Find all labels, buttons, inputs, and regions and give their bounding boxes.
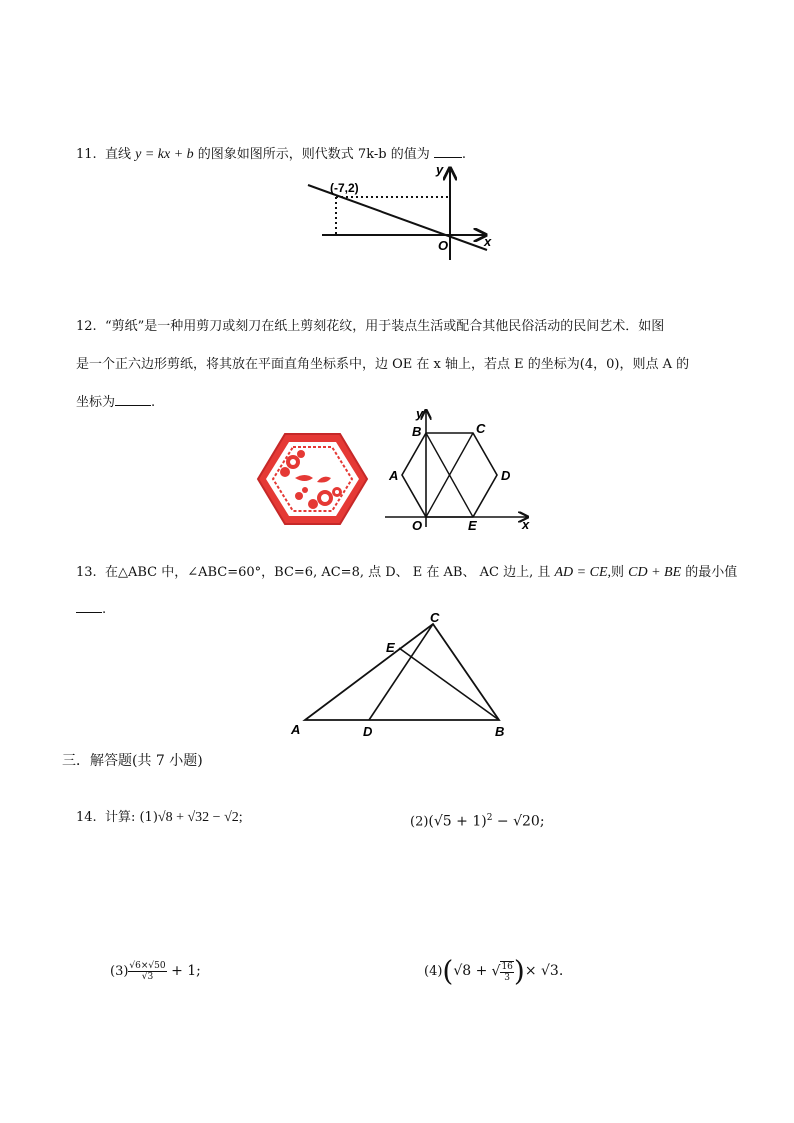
q11-formula: y = kx + b: [135, 147, 194, 162]
q14-part4: [424, 955, 563, 988]
q11-number: 11.: [76, 147, 97, 162]
q14-part4-left-paren: (: [442, 954, 454, 988]
q11-text-after: 的图象如图所示，则代数式 7k-b 的值为: [197, 147, 430, 162]
q14-part3-numerator: √6×√50: [129, 961, 166, 971]
q14-part3: [110, 958, 201, 985]
q13-triangle-abc: [305, 624, 499, 720]
q13-segment-cd: [369, 624, 433, 720]
q12-line1: [76, 318, 664, 336]
q14-part1-label: (1): [139, 810, 158, 825]
q12-label-c: C: [476, 421, 486, 436]
q12-label-d: D: [501, 468, 511, 483]
q13-number: 13.: [76, 565, 97, 580]
q13-line2: [76, 600, 106, 619]
q13-text2: 则: [611, 565, 625, 580]
q14-line1: [76, 809, 243, 827]
q14-part4-label: (4): [424, 964, 443, 979]
q14-part3-tail: + 1;: [166, 963, 201, 979]
q13-label-b: B: [495, 724, 505, 739]
q14-part4-tail: × √3.: [524, 963, 564, 979]
q13-formula2: CD + BE: [628, 565, 682, 580]
q13-label-c: C: [430, 612, 440, 625]
q12-number: 12.: [76, 319, 97, 334]
q14-part4-sqrt-sign: √: [491, 963, 501, 980]
q14-part3-denominator: √3: [141, 972, 154, 982]
q12-end: .: [151, 395, 156, 410]
q13-text: 在△ABC 中，∠ABC=60°，BC=6, AC=8, 点 D、 E 在 AB、 AC 边上, 且: [104, 565, 551, 580]
q13-formula1: AD = CE,: [554, 565, 611, 580]
q14-part3-label: (3): [110, 964, 129, 979]
q11-point-label: (-7,2): [330, 181, 359, 195]
q12-axis-x-label: x: [522, 517, 530, 532]
q12-answer-blank[interactable]: [115, 393, 151, 406]
q14-part2-expr-b: − √20;: [492, 813, 545, 830]
q14-part4-fraction: [500, 961, 513, 983]
q12-label-b: B: [412, 424, 422, 439]
q14-part4-numerator: 16: [501, 961, 513, 972]
q14-part4-right-paren: ): [513, 954, 525, 988]
q13-label-e: E: [386, 640, 395, 655]
q14-part2-expr-a: (√5 + 1): [428, 813, 487, 830]
q14-part4-denominator: 3: [504, 972, 511, 983]
q14-label: 计算:: [104, 810, 136, 825]
q12-text-line3: 坐标为: [76, 395, 116, 410]
q13-segment-be: [399, 648, 499, 720]
q12-line3: [76, 393, 155, 412]
q13-line1: [76, 564, 737, 582]
q14-part4-a: √8 +: [453, 963, 488, 979]
q12-text-line2: 是一个正六边形剪纸，将其放在平面直角坐标系中，边 OE 在 x 轴上，若点 E 的坐标为(4，0)，则点 A 的: [76, 357, 690, 372]
q12-hexagon-graph: [380, 405, 535, 537]
q12-label-a: A: [389, 468, 399, 483]
q11-answer-blank[interactable]: [434, 145, 462, 158]
q11-end: .: [461, 147, 466, 162]
q12-text-line1: “剪纸”是一种用剪刀或刻刀在纸上剪刻花纹，用于装点生活或配合其他民俗活动的民间艺术．如图: [104, 319, 665, 334]
q13-answer-blank[interactable]: [76, 600, 102, 613]
q12-label-e: E: [468, 518, 477, 533]
q12-label-o: O: [412, 518, 423, 533]
q11-axis-y-label: y: [436, 162, 444, 177]
q12-line2: [76, 356, 689, 374]
q13-end: .: [102, 602, 107, 617]
q11-axis-x-label: x: [484, 234, 492, 249]
q13-label-d: D: [363, 724, 373, 739]
q11-graph: [300, 160, 500, 265]
section-title: 三．解答题(共 7 小题): [62, 753, 203, 769]
paper-cut-hexagon-image: [255, 430, 370, 528]
q13-label-a: A: [291, 722, 301, 737]
q13-triangle: [285, 612, 515, 742]
q14-part2-exponent: 2: [486, 813, 493, 823]
q13-text3: 的最小值: [685, 565, 738, 580]
q14-part2: [410, 809, 545, 831]
q11-origin-label: O: [438, 238, 449, 253]
q14-number: 14.: [76, 810, 97, 825]
q14-part1-expr: √8 + √32 − √2;: [157, 810, 243, 825]
q12-axis-y-label: y: [416, 406, 424, 421]
q14-part2-label: (2): [410, 814, 429, 830]
q14-part3-fraction: [128, 961, 166, 982]
q11-text-before: 直线: [104, 147, 131, 162]
